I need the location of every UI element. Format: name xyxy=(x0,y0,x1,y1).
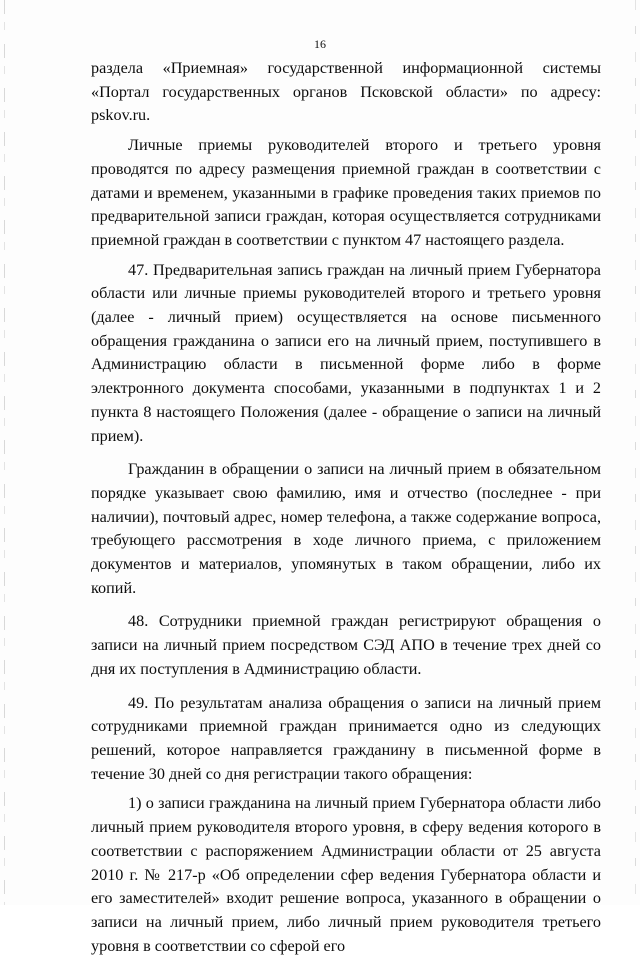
scan-edge-right xyxy=(635,0,636,905)
document-body xyxy=(91,57,601,958)
paragraph-49-item-1: 1) о записи гражданина на личный прием Губернатора области либо личный прием руководителя второго уровня, в сферу ведения которого в соответствии с распоряжением Администрации области от 25 августа 2010 г. № 217-р «Об определении сфер ведения Губернатора области и его заместителей» входит решение вопроса, указанного в обращении о записи на личный прием, либо личный прием руководителя третьего уровня в соответствии со сферой его xyxy=(91,794,601,955)
page-number: 16 xyxy=(314,37,326,51)
paragraph-continuation: раздела «Приемная» государственной информационной системы «Портал государственных органов Псковской области» по адресу: pskov.ru. xyxy=(91,59,601,125)
scan-edge-left xyxy=(4,0,5,905)
paragraph-47: 47. Предварительная запись граждан на личный прием Губернатора области или личные приемы руководителей второго и третьего уровня (далее - личный прием) осуществляется на основе письменного обращения гражданина о записи его на личный прием, поступившего в Администрацию области в письменной форме либо в форме электронного документа способами, указанными в подпунктах 1 и 2 пункта 8 настоящего Положения (далее - обращение о записи на личный прием). xyxy=(91,260,601,445)
paragraph-citizen-request-content: Гражданин в обращении о записи на личный прием в обязательном порядке указывает свою фамилию, имя и отчество (последнее - при наличии), почтовый адрес, номер телефона, а также содержание вопроса, требующего рассмотрения в ходе личного приема, с приложением документов и материалов, упомянутых в таком обращении, либо их копий. xyxy=(91,460,601,597)
paragraph-48: 48. Сотрудники приемной граждан регистрируют обращения о записи на личный прием посредством СЭД АПО в течение трех дней со дня их поступления в Администрацию области. xyxy=(91,612,601,678)
paragraph-49: 49. По результатам анализа обращения о записи на личный прием сотрудниками приемной граждан принимается одно из следующих решений, которое направляется гражданину в письменной форме в течение 30 дней со дня регистрации такого обращения: xyxy=(91,693,601,783)
paragraph-personal-receptions: Личные приемы руководителей второго и третьего уровня проводятся по адресу размещения приемной граждан в соответствии с датами и временем, указанными в графике проведения таких приемов по предварительной записи граждан, которая осуществляется сотрудниками приемной граждан в соответствии с пунктом 47 настоящего раздела. xyxy=(91,136,601,249)
